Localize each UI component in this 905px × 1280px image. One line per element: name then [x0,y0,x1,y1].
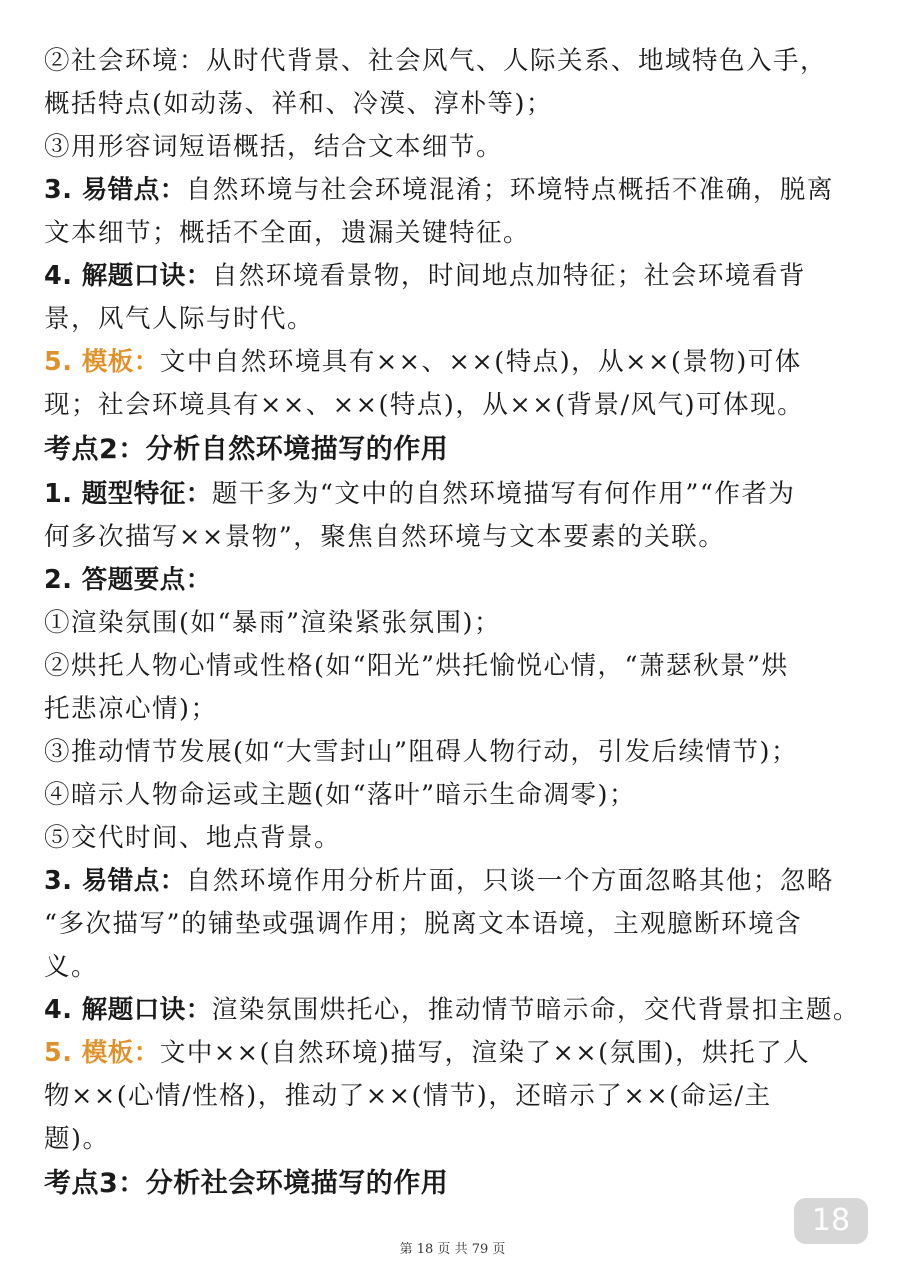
page-footer: 第 18 页 共 79 页 [399,1242,506,1257]
text-line: ③推动情节发展(如“大雪封山”阻碍人物行动，引发后续情节)； [44,737,798,767]
text-line: 5. 模板：文中××(自然环境)描写，渲染了××(氛围)，烘托了人 [44,1038,811,1068]
text-line: 景，风气人际与时代。 [44,304,315,334]
text-line [44,559,866,602]
text-line: 1. 题型特征：题干多为“文中的自然环境描写有何作用”“作者为 [44,479,796,509]
text-line: 义。 [44,952,99,982]
text-line: 3. 易错点：自然环境作用分析片面，只谈一个方面忽略其他；忽略 [44,866,834,896]
text-line: 4. 解题口诀：自然环境看景物，时间地点加特征；社会环境看背 [44,261,806,291]
section-heading: 考点3：分析社会环境描写的作用 [44,1168,449,1199]
text-line: ③用形容词短语概括，结合文本细节。 [44,132,504,162]
template-label: 5. 模板： [44,1038,160,1068]
text-line: ②社会环境：从时代背景、社会风气、人际关系、地域特色入手， [44,46,828,76]
text-line: ⑤交代时间、地点背景。 [44,823,342,853]
item-label: 4. 解题口诀： [44,261,212,291]
text-line: 托悲凉心情)； [44,694,218,724]
text-line: 文本细节；概括不全面，遗漏关键特征。 [44,218,531,248]
text-line: ②烘托人物心情或性格(如“阳光”烘托愉悦心情，“萧瑟秋景”烘 [44,651,789,681]
document-body [44,40,866,1207]
text-line: 题)。 [44,1124,110,1154]
item-label: 4. 解题口诀： [44,995,212,1025]
item-label: 3. 易错点： [44,175,186,205]
text-line: 3. 易错点：自然环境与社会环境混淆；环境特点概括不准确，脱离 [44,175,834,205]
text-line: ④暗示人物命运或主题(如“落叶”暗示生命凋零)； [44,780,636,810]
text-line: 物××(心情/性格)，推动了××(情节)，还暗示了××(命运/主 [44,1081,772,1111]
page-number-badge: 18 [794,1198,868,1244]
item-label: 2. 答题要点： [44,565,212,595]
text-line: 现；社会环境具有××、××(特点)，从××(背景/风气)可体现。 [44,390,805,420]
text-line: 概括特点(如动荡、祥和、冷漠、淳朴等)； [44,89,553,119]
item-label: 3. 易错点： [44,866,186,896]
text-line: 5. 模板：文中自然环境具有××、××(特点)，从××(景物)可体 [44,347,802,377]
item-label: 1. 题型特征： [44,479,212,509]
text-line: 4. 解题口诀：渲染氛围烘托心，推动情节暗示命，交代背景扣主题。 [44,995,860,1025]
template-label: 5. 模板： [44,347,160,377]
text-line: “多次描写”的铺垫或强调作用；脱离文本语境，主观臆断环境含 [44,909,803,939]
text-line: ①渲染氛围(如“暴雨”渲染紧张氛围)； [44,608,501,638]
text-line: 何多次描写××景物”，聚焦自然环境与文本要素的关联。 [44,522,726,552]
section-heading: 考点2：分析自然环境描写的作用 [44,434,449,465]
